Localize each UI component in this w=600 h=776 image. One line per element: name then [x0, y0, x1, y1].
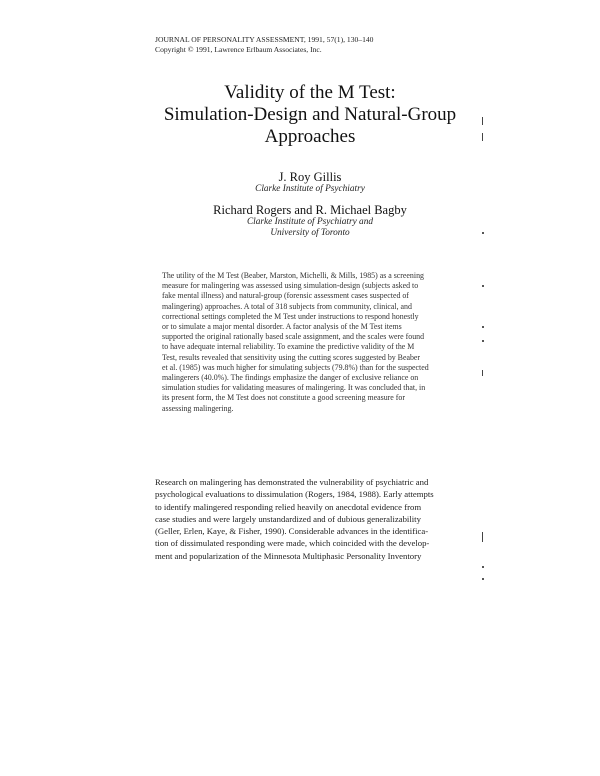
abstract-line: fake mental illness) and natural-group (forensic assessment cases suspected of: [162, 291, 409, 301]
body-line: ment and popularization of the Minnesota Multiphasic Personality Inventory: [155, 550, 422, 561]
scan-margin-mark: [482, 232, 484, 234]
body-line: Research on malingering has demonstrated the vulnerability of psychiatric and: [155, 477, 429, 487]
scan-margin-mark: [482, 578, 484, 580]
body-line: (Geller, Erlen, Kaye, & Fisher, 1990). Considerable advances in the identifica-: [155, 526, 429, 537]
body-line: psychological evaluations to dissimulation (Rogers, 1984, 1988). Early attempts: [155, 489, 434, 500]
abstract-line: malingerers (40.0%). The findings emphasize the danger of exclusive reliance on: [162, 373, 419, 383]
abstract-line: its present form, the M Test does not constitute a good screening measure for: [162, 393, 405, 403]
author-affiliation: University of Toronto: [270, 228, 350, 238]
scan-margin-mark: [482, 370, 483, 376]
abstract-line: or to simulate a major mental disorder. A factor analysis of the M Test items: [162, 322, 402, 332]
scan-margin-mark: [482, 532, 483, 542]
title-line: Validity of the M Test:: [224, 82, 396, 103]
abstract-line: correctional settings completed the M Test under instructions to respond honestly: [162, 311, 419, 321]
abstract-line: simulation studies for validating measures of malingering. It was concluded that, in: [162, 383, 426, 393]
title-line: Simulation-Design and Natural-Group: [163, 104, 457, 125]
abstract-line: to have adequate internal reliability. To examine the predictive validity of the M: [162, 342, 415, 352]
copyright-notice: Copyright © 1991, Lawrence Erlbaum Associates, Inc.: [155, 45, 322, 54]
scan-margin-mark: [482, 566, 484, 568]
article-title: [130, 82, 490, 148]
abstract: [162, 271, 460, 414]
abstract-line: The utility of the M Test (Beaber, Marston, Michelli, & Mills, 1985) as a screening: [162, 271, 424, 280]
journal-header: [155, 35, 373, 55]
abstract-line: assessing malingering.: [162, 403, 234, 413]
author-affiliation: Clarke Institute of Psychiatry and: [246, 217, 373, 227]
abstract-line: measure for malingering was assessed using simulation-design (subjects asked to: [162, 281, 419, 291]
scan-margin-mark: [482, 117, 483, 125]
abstract-line: malingering) approaches. A total of 318 subjects from community, clinical, and: [162, 301, 412, 311]
author-affiliation: Clarke Institute of Psychiatry: [255, 184, 365, 194]
body-line: to identify malingered responding relied heavily on anecdotal evidence from: [155, 501, 422, 512]
body-paragraph: [155, 476, 470, 562]
scan-margin-mark: [482, 133, 483, 141]
scan-margin-mark: [482, 340, 484, 342]
journal-citation: JOURNAL OF PERSONALITY ASSESSMENT, 1991, 57(1), 130–140: [155, 35, 374, 44]
scan-margin-mark: [482, 326, 484, 328]
abstract-line: supported the original rationally based scale assignment, and the scales were found: [162, 332, 425, 342]
title-line: Approaches: [264, 126, 356, 147]
body-line: case studies and were largely unstandardized and of dubious generalizability: [155, 513, 421, 524]
abstract-line: et al. (1985) was much higher for simulating subjects (79.8%) than for the suspected: [162, 362, 429, 372]
scan-margin-mark: [482, 285, 484, 287]
body-line: tion of dissimulated responding were made, which coincided with the develop-: [155, 538, 430, 549]
author-name: J. Roy Gillis: [278, 170, 342, 184]
abstract-line: Test, results revealed that sensitivity using the cutting scores suggested by Beaber: [162, 352, 421, 362]
author-name: Richard Rogers and R. Michael Bagby: [213, 203, 407, 217]
